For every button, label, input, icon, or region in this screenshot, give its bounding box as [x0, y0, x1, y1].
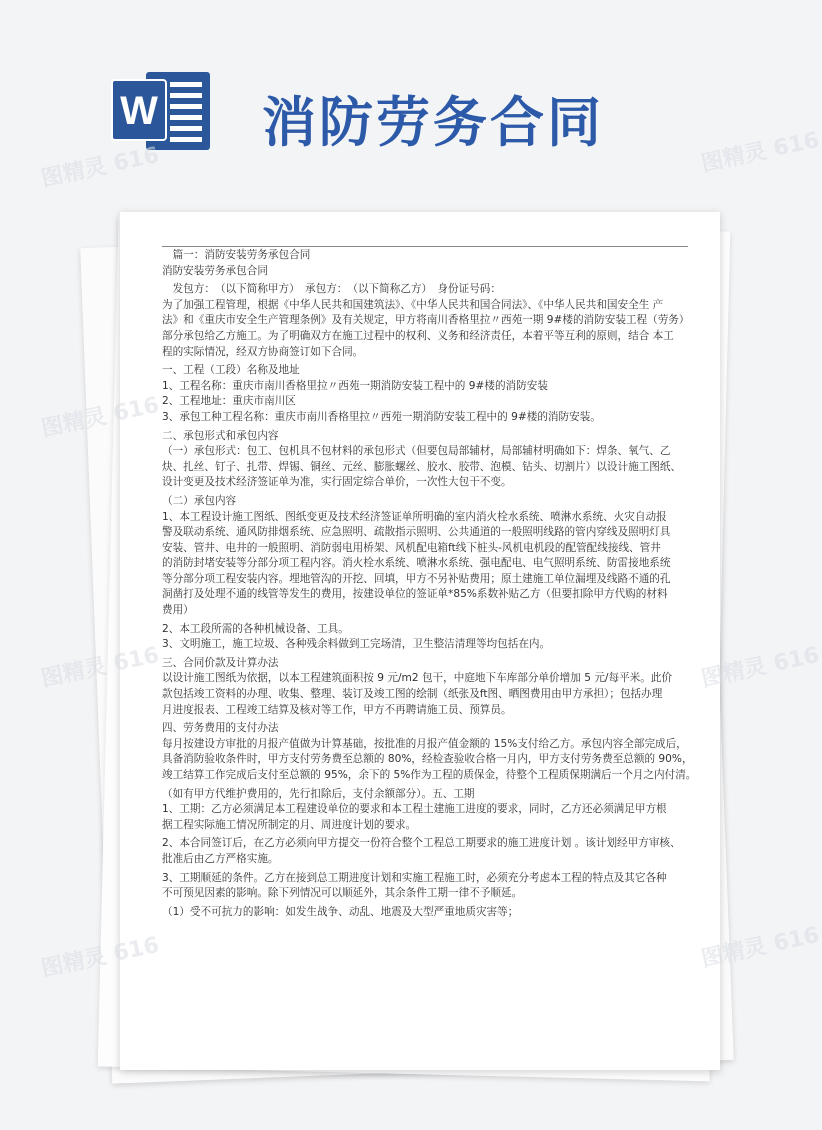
document-line: （二）承包内容: [162, 494, 237, 507]
document-line: 等分部分项工程安装内容。埋地管沟的开挖、回填，甲方不另补贴费用；原土建施工单位漏埋及线路不通的孔: [162, 572, 671, 585]
document-line: 安装、管井、电井的一般照明、消防弱电用桥架、风机配电箱ft线下桩头-风机电机段的配管配线接线、管井: [162, 541, 661, 554]
document-line: 不可预见因素的影响。除下列情况可以顺延外，其余条件工期一律不予顺延。: [162, 887, 523, 900]
watermark: 图精灵 616: [39, 142, 162, 193]
document-line: 消防安装劳务承包合同: [162, 264, 268, 277]
watermark: 图精灵 616: [39, 392, 162, 443]
document-line: （如有甲方代维护费用的，先行扣除后，支付余额部分）。五、工期: [162, 787, 475, 800]
header-rule: [162, 246, 688, 247]
document-title: 消防劳务合同: [262, 91, 604, 154]
word-logo-letter: W: [120, 89, 158, 133]
document-line: 法》和《重庆市安全生产管理条例》及有关规定，甲方将南川香格里拉〃西苑一期 9#楼的消防安装工程（劳务）: [162, 314, 690, 327]
watermark: 图精灵 616: [699, 922, 822, 973]
watermark: 图精灵 616: [699, 642, 822, 693]
document-line: 的消防封堵安装等分部分项工程内容。消火栓水系统、喷淋水系统、强电配电、电气照明系统、防雷接地系统: [162, 557, 671, 570]
document-line: 2、本工段所需的各种机械设备、工具。: [162, 622, 349, 635]
document-line: 发包方： （以下简称甲方） 承包方： （以下简称乙方） 身份证号码：: [162, 283, 501, 296]
document-line: 三、合同价款及计算办法: [162, 656, 279, 669]
watermark: 图精灵 616: [699, 127, 822, 178]
document-line: 2、本合同签订后，在乙方必须向甲方提交一份符合整个工程总工期要求的施工进度计划 。该计划经甲方审核、: [162, 837, 681, 850]
document-line: （一）承包形式：包工、包机具不包材料的承包形式（但要包局部辅材，局部辅材明确如下：焊条、氧气、乙: [162, 445, 671, 458]
header-banner: [0, 0, 800, 220]
document-body: [162, 248, 697, 920]
document-line: 以设计施工图纸为依据，以本工程建筑面积按 9 元/m2 包干，中庭地下车库部分单价增加 5 元/每平米。此价: [162, 672, 673, 685]
watermark: 图精灵 616: [39, 642, 162, 693]
document-line: 警及联动系统、通风防排烟系统、应急照明、疏散指示照明、公共通道的一般照明线路的管内穿线及照明灯具: [162, 526, 671, 539]
document-line: 具备消防验收条件时，甲方支付劳务费至总额的 80%，经检查验收合格一月内，甲方支付劳务费至总额的 90%，: [162, 753, 693, 766]
document-line: 洞凿打及处理不通的线管等发生的费用，按建设单位的签证单*85%系数补贴乙方（但要扣除甲方代购的材料: [162, 588, 668, 601]
document-page: [120, 212, 720, 1070]
document-line: 二、承包形式和承包内容: [162, 429, 279, 442]
document-line: 3、工期顺延的条件。乙方在接到总工期进度计划和实施工程施工时，必须充分考虑本工程的特点及其它各种: [162, 871, 667, 884]
document-line: （1）受不可抗力的影响：如发生战争、动乱、地震及大型严重地质灾害等；: [162, 905, 519, 918]
document-line: 每月按建设方审批的月报产值做为计算基础，按批准的月报产值金额的 15%支付给乙方。承包内容全部完成后，: [162, 737, 687, 750]
document-line: 竣工结算工作完成后支付至总额的 95%，余下的 5%作为工程的质保金，待整个工程质保期满后一个月之内付清。: [162, 769, 697, 781]
document-line: 3、承包工种工程名称：重庆市南川香格里拉〃西苑一期消防安装工程中的 9#楼的消防安装。: [162, 410, 601, 423]
document-line: 四、劳务费用的支付办法: [162, 722, 279, 735]
document-line: 2、工程地址：重庆市南川区: [162, 395, 296, 408]
document-line: 据工程实际施工情况所制定的月、周进度计划的要求。: [162, 818, 417, 831]
document-line: 程的实际情况，经双方协商签订如下合同。: [162, 345, 364, 358]
document-line: 3、文明施工，施工垃圾、各种残余料做到工完场清，卫生整洁清理等均包括在内。: [162, 638, 551, 651]
document-line: 1、工期：乙方必须满足本工程建设单位的要求和本工程土建施工进度的要求，同时，乙方还必须满足甲方根: [162, 803, 667, 816]
document-line: 批准后由乙方严格实施。: [162, 852, 279, 865]
document-line: 部分承包给乙方施工。为了明确双方在施工过程中的权利、义务和经济责任，本着平等互利的原则，结合 本工: [162, 329, 674, 342]
document-line: 设计变更及技术经济签证单为准，实行固定综合单价，一次性大包干不变。: [162, 476, 512, 489]
watermark: 图精灵 616: [39, 932, 162, 983]
document-line: 款包括竣工资料的办理、收集、整理、装订及竣工图的绘制（纸张及ft图、晒图费用由甲方承担）；包括办理: [162, 688, 663, 701]
document-line: 一、工程（工段）名称及地址: [162, 364, 300, 377]
document-line: 为了加强工程管理，根据《中华人民共和国建筑法》、《中华人民共和国合同法》、《中华人民共和国安全生 产: [162, 298, 664, 311]
document-line: 篇一：消防安装劳务承包合同: [162, 249, 311, 261]
document-line: 月进度报表、工程竣工结算及核对等工作，甲方不再聘请施工员、预算员。: [162, 703, 512, 716]
word-document-icon: [112, 70, 212, 152]
document-line: 1、工程名称：重庆市南川香格里拉〃西苑一期消防安装工程中的 9#楼的消防安装: [162, 379, 548, 392]
document-line: 炔、扎丝、钉子、扎带、焊锡、铜丝、元丝、膨胀螺丝、胶水、胶带、泡模、钻头、切割片）以设计施工图纸、: [162, 460, 682, 473]
document-line: 1、本工程设计施工图纸、图纸变更及技术经济签证单所明确的室内消火栓水系统、喷淋水系统、火灾自动报: [162, 510, 667, 523]
document-line: 费用）: [162, 604, 194, 617]
